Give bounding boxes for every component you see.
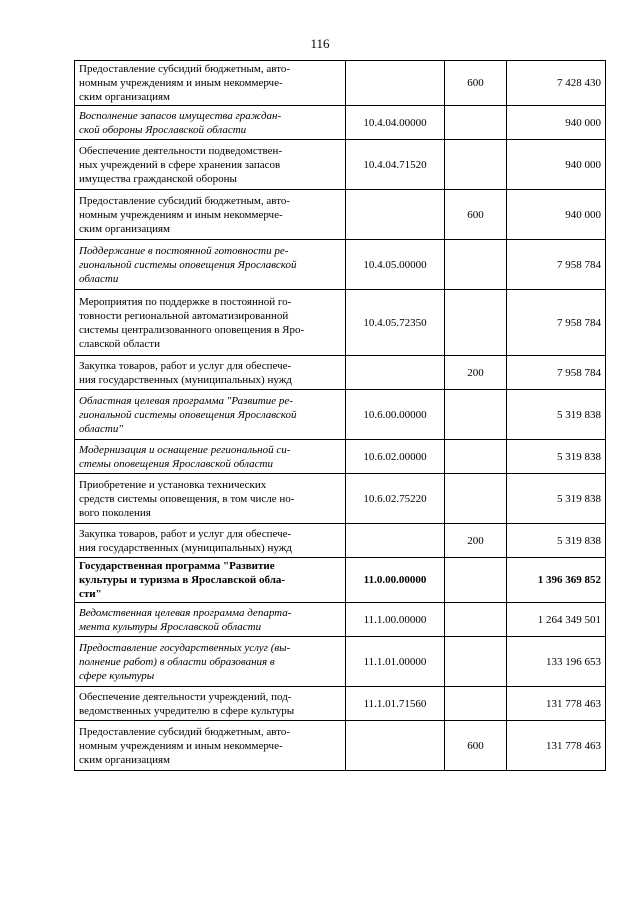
row-code-cell: 11.1.01.71560	[346, 687, 445, 721]
table-row	[75, 240, 606, 290]
table-row	[75, 687, 606, 721]
row-sum-cell: 5 319 838	[507, 440, 606, 474]
row-code-cell	[346, 190, 445, 240]
row-type-cell: 600	[445, 721, 507, 771]
table-row	[75, 356, 606, 390]
row-sum-cell: 5 319 838	[507, 524, 606, 558]
row-name-cell: Приобретение и установка технических средств системы оповещения, в том числе но- вого поколения	[75, 474, 346, 524]
row-sum-cell: 940 000	[507, 106, 606, 140]
table-row	[75, 637, 606, 687]
table-row	[75, 140, 606, 190]
table-row	[75, 440, 606, 474]
row-type-cell	[445, 390, 507, 440]
row-type-cell: 600	[445, 61, 507, 106]
row-type-cell	[445, 637, 507, 687]
row-sum-cell: 5 319 838	[507, 390, 606, 440]
table-row	[75, 106, 606, 140]
row-sum-cell: 7 958 784	[507, 240, 606, 290]
row-code-cell: 11.0.00.00000	[346, 558, 445, 603]
row-name-cell: Восполнение запасов имущества граждан- ской обороны Ярославской области	[75, 106, 346, 140]
row-name-cell: Областная целевая программа "Развитие ре- гиональной системы оповещения Ярославской области"	[75, 390, 346, 440]
row-type-cell	[445, 687, 507, 721]
row-name-cell: Обеспечение деятельности подведомствен- ных учреждений в сфере хранения запасов имущества гражданской обороны	[75, 140, 346, 190]
table-row	[75, 290, 606, 356]
row-code-cell	[346, 61, 445, 106]
table-row	[75, 603, 606, 637]
row-code-cell: 10.4.05.00000	[346, 240, 445, 290]
row-code-cell: 10.4.05.72350	[346, 290, 445, 356]
row-sum-cell: 5 319 838	[507, 474, 606, 524]
table-row	[75, 474, 606, 524]
row-type-cell	[445, 290, 507, 356]
table-row	[75, 524, 606, 558]
row-code-cell: 10.4.04.71520	[346, 140, 445, 190]
row-name-cell: Закупка товаров, работ и услуг для обеспече- ния государственных (муниципальных) нужд	[75, 356, 346, 390]
table-row	[75, 61, 606, 106]
row-sum-cell: 133 196 653	[507, 637, 606, 687]
row-sum-cell: 131 778 463	[507, 687, 606, 721]
row-sum-cell: 7 958 784	[507, 356, 606, 390]
row-code-cell: 10.6.00.00000	[346, 390, 445, 440]
table-row	[75, 390, 606, 440]
row-type-cell	[445, 440, 507, 474]
row-name-cell: Мероприятия по поддержке в постоянной го- товности региональной автоматизированной системы централизованного оповещения в Яро- славской области	[75, 290, 346, 356]
row-code-cell	[346, 356, 445, 390]
row-sum-cell: 1 264 349 501	[507, 603, 606, 637]
row-code-cell: 10.4.04.00000	[346, 106, 445, 140]
row-code-cell: 11.1.01.00000	[346, 637, 445, 687]
row-sum-cell: 7 958 784	[507, 290, 606, 356]
row-type-cell	[445, 140, 507, 190]
row-sum-cell: 7 428 430	[507, 61, 606, 106]
row-name-cell: Предоставление государственных услуг (вы- полнение работ) в области образования в сфере культуры	[75, 637, 346, 687]
row-code-cell	[346, 524, 445, 558]
row-type-cell	[445, 558, 507, 603]
row-name-cell: Предоставление субсидий бюджетным, авто- номным учреждениям и иным некоммерче- ским организациям	[75, 61, 346, 106]
row-code-cell	[346, 721, 445, 771]
row-name-cell: Модернизация и оснащение региональной си- стемы оповещения Ярославской области	[75, 440, 346, 474]
table-row	[75, 558, 606, 603]
row-type-cell	[445, 240, 507, 290]
row-name-cell: Обеспечение деятельности учреждений, под- ведомственных учредителю в сфере культуры	[75, 687, 346, 721]
row-type-cell	[445, 603, 507, 637]
row-type-cell: 200	[445, 356, 507, 390]
row-name-cell: Предоставление субсидий бюджетным, авто- номным учреждениям и иным некоммерче- ским организациям	[75, 190, 346, 240]
table-row	[75, 721, 606, 771]
row-name-cell: Предоставление субсидий бюджетным, авто- номным учреждениям и иным некоммерче- ским организациям	[75, 721, 346, 771]
table-row	[75, 190, 606, 240]
row-name-cell: Закупка товаров, работ и услуг для обеспече- ния государственных (муниципальных) нужд	[75, 524, 346, 558]
row-type-cell: 200	[445, 524, 507, 558]
row-name-cell: Ведомственная целевая программа департа- мента культуры Ярославской области	[75, 603, 346, 637]
row-type-cell	[445, 106, 507, 140]
row-name-cell: Поддержание в постоянной готовности ре- гиональной системы оповещения Ярославской области	[75, 240, 346, 290]
budget-table	[74, 60, 606, 771]
row-code-cell: 11.1.00.00000	[346, 603, 445, 637]
row-sum-cell: 940 000	[507, 140, 606, 190]
row-code-cell: 10.6.02.00000	[346, 440, 445, 474]
row-type-cell: 600	[445, 190, 507, 240]
row-code-cell: 10.6.02.75220	[346, 474, 445, 524]
row-sum-cell: 940 000	[507, 190, 606, 240]
row-name-cell: Государственная программа "Развитие культуры и туризма в Ярославской обла- сти"	[75, 558, 346, 603]
page-number: 116	[310, 36, 330, 51]
row-type-cell	[445, 474, 507, 524]
row-sum-cell: 131 778 463	[507, 721, 606, 771]
row-sum-cell: 1 396 369 852	[507, 558, 606, 603]
